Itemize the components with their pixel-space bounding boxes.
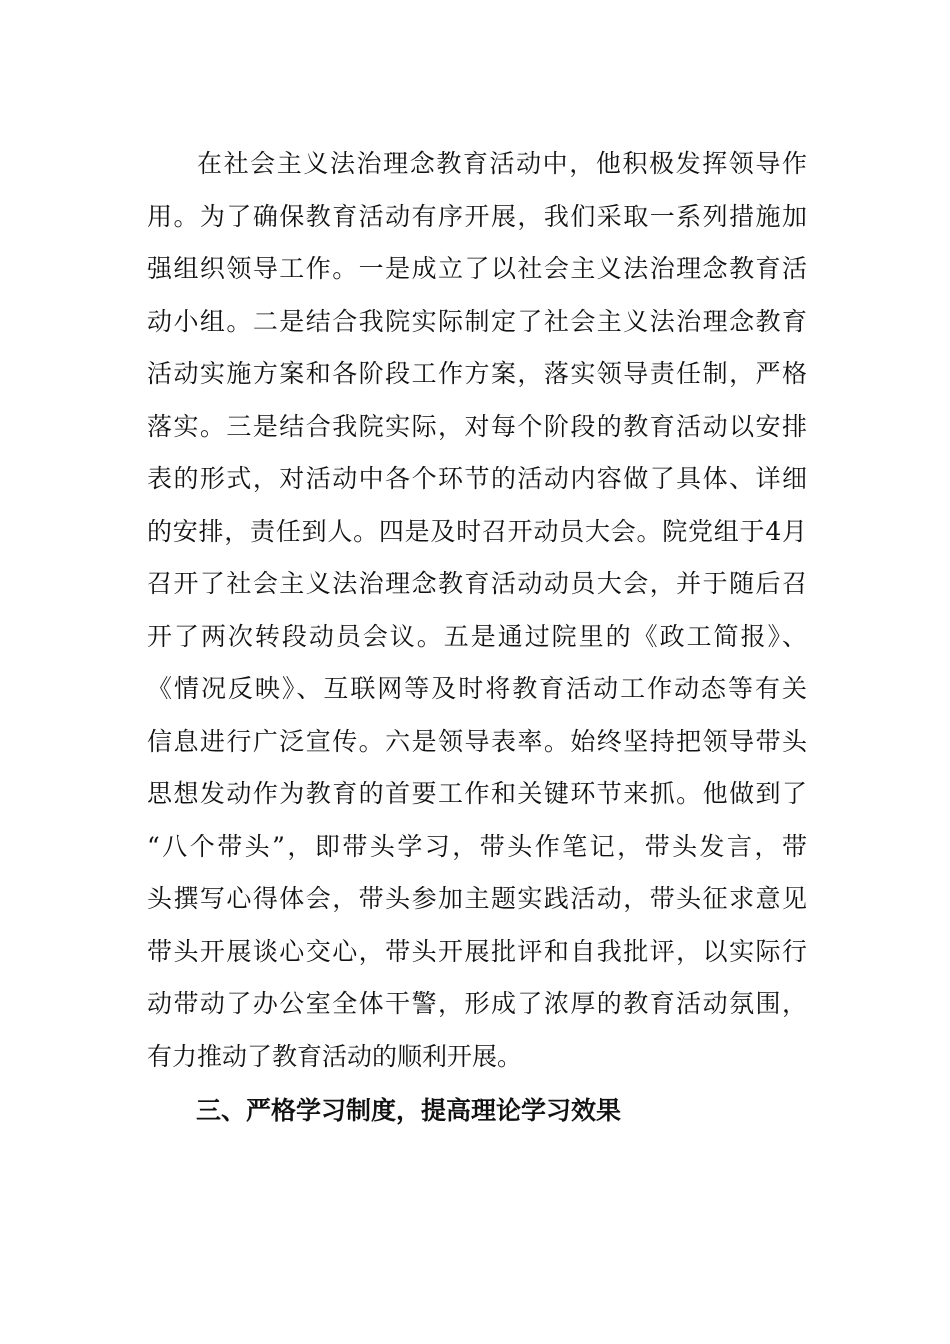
- paragraph-line: 落实。三是结合我院实际，对每个阶段的教育活动以安排: [147, 411, 807, 441]
- paragraph-line: 有力推动了教育活动的顺利开展。: [147, 1041, 523, 1071]
- paragraph-line: 活动实施方案和各阶段工作方案，落实领导责任制，严格: [147, 359, 807, 388]
- body-paragraph: [147, 138, 807, 1083]
- paragraph-line: 表的形式，对活动中各个环节的活动内容做了具体、详细: [147, 464, 807, 493]
- paragraph-line: 动小组。二是结合我院实际制定了社会主义法治理念教育: [147, 306, 807, 336]
- paragraph-line: 开了两次转段动员会议。五是通过院里的《政工简报》、: [147, 621, 807, 651]
- paragraph-line: 带头开展谈心交心，带头开展批评和自我批评，以实际行: [147, 936, 807, 966]
- paragraph-line: 《情况反映》、互联网等及时将教育活动工作动态等有关: [147, 674, 807, 703]
- paragraph-line: 动带动了办公室全体干警，形成了浓厚的教育活动氛围，: [147, 989, 807, 1018]
- paragraph-line: 用。为了确保教育活动有序开展，我们采取一系列措施加: [147, 201, 807, 231]
- paragraph-line: “八个带头”，即带头学习，带头作笔记，带头发言，带: [147, 831, 807, 861]
- paragraph-line: 的安排，责任到人。四是及时召开动员大会。院党组于4月: [147, 516, 807, 546]
- paragraph-line: 思想发动作为教育的首要工作和关键环节来抓。他做到了: [147, 779, 807, 808]
- paragraph-line: 头撰写心得体会，带头参加主题实践活动，带头征求意见: [147, 884, 807, 913]
- paragraph-line: 在社会主义法治理念教育活动中，他积极发挥领导作: [197, 149, 807, 178]
- paragraph-line: 强组织领导工作。一是成立了以社会主义法治理念教育活: [147, 254, 807, 283]
- paragraph-line: 召开了社会主义法治理念教育活动动员大会，并于随后召: [147, 569, 807, 598]
- section-heading: 三、严格学习制度，提高理论学习效果: [196, 1096, 622, 1125]
- paragraph-line: 信息进行广泛宣传。六是领导表率。始终坚持把领导带头: [147, 726, 807, 756]
